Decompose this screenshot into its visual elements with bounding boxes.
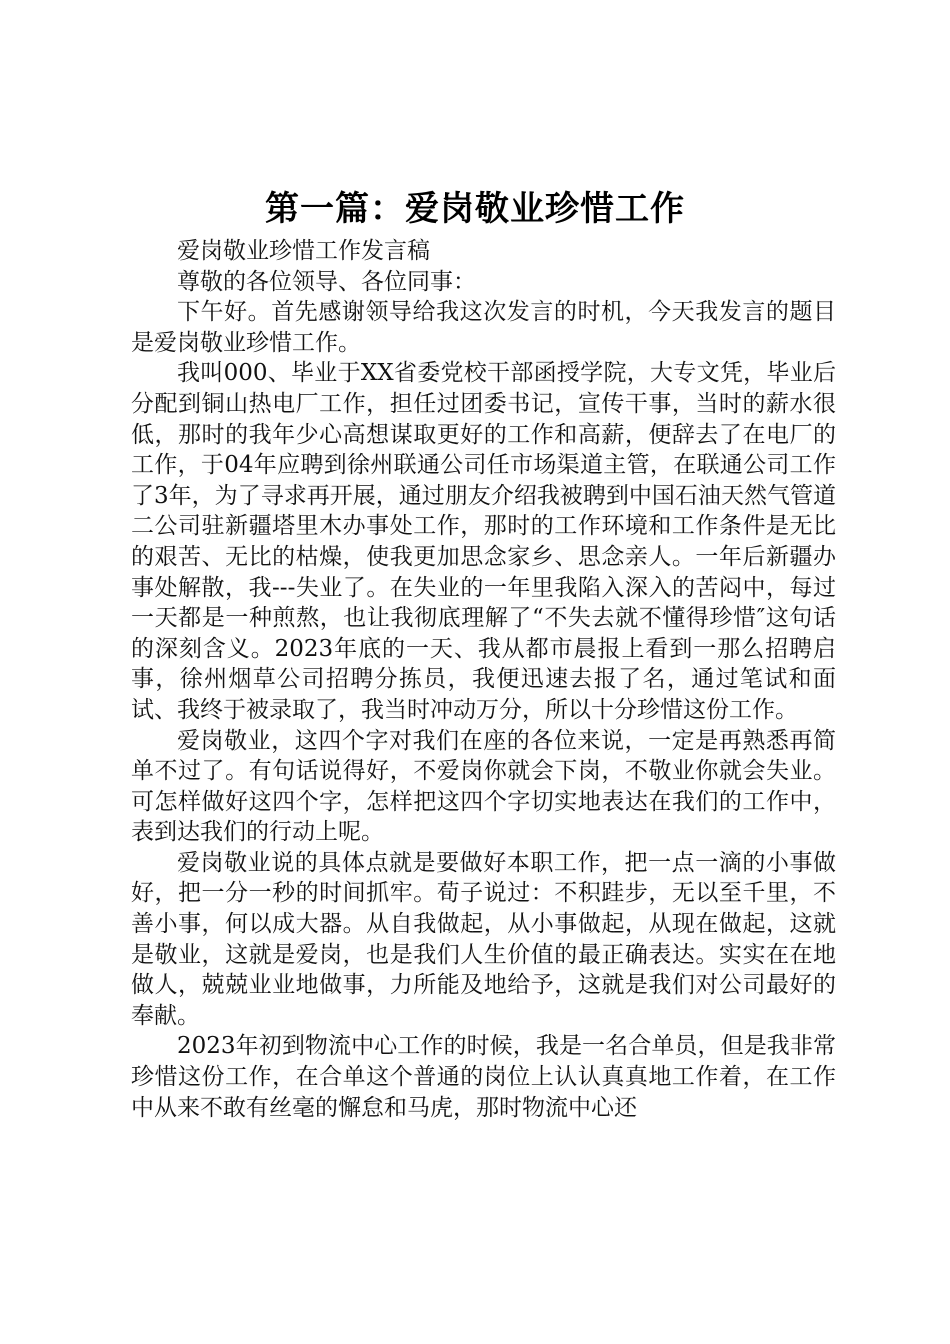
- paragraph-background: 我叫000、毕业于XX省委党校干部函授学院，大专文凭，毕业后分配到铜山热电厂工作，担任过团委书记，宣传干事，当时的薪水很低，那时的我年少心高想谋取更好的工作和高薪，便辞去了在电厂的工作，于04年应聘到徐州联通公司任市场渠道主管，在联通公司工作了3年，为了寻求再开展，通过朋友介绍我被聘到中国石油天然气管道二公司驻新疆塔里木办事处工作，那时的工作环境和工作条件是无比的艰苦、无比的枯燥，使我更加思念家乡、思念亲人。一年后新疆办事处解散，我---失业了。在失业的一年里我陷入深入的苦闷中，每过一天都是一种煎熬，也让我彻底理解了“不失去就不懂得珍惜″这句话的深刻含义。2023年底的一天、我从都市晨报上看到一那么招聘启事，徐州烟草公司招聘分拣员，我便迅速去报了名，通过笔试和面试、我终于被录取了，我当时冲动万分，所以十分珍惜这份工作。: [131, 360, 836, 723]
- paragraph-dedication-detail: 爱岗敬业说的具体点就是要做好本职工作，把一点一滴的小事做好，把一分一秒的时间抓牢。荀子说过：不积跬步，无以至千里，不善小事，何以成大器。从自我做起，从小事做起，从现在做起，这就是敬业，这就是爱岗，也是我们人生价值的最正确表达。实实在在地做人，兢兢业业地做事，力所能及地给予，这就是我们对公司最好的奉献。: [131, 849, 836, 1029]
- paragraph-logistics-work: 2023年初到物流中心工作的时候，我是一名合单员，但是我非常珍惜这份工作，在合单这个普通的岗位上认认真真地工作着，在工作中从来不敢有丝毫的懈怠和马虎，那时物流中心还: [131, 1033, 836, 1121]
- paragraph-speech-title: 爱岗敬业珍惜工作发言稿: [177, 238, 430, 264]
- paragraph-dedication-meaning: 爱岗敬业，这四个字对我们在座的各位来说，一定是再熟悉再简单不过了。有句话说得好，不爱岗你就会下岗，不敬业你就会失业。可怎样做好这四个字，怎样把这四个字切实地表达在我们的工作中，表到达我们的行动上呢。: [131, 727, 836, 846]
- document-body: [131, 236, 836, 1123]
- paragraph-salutation: 尊敬的各位领导、各位同事：: [177, 268, 476, 295]
- paragraph-greeting: 下午好。首先感谢领导给我这次发言的时机，今天我发言的题目是爱岗敬业珍惜工作。: [131, 299, 836, 356]
- document-title: 第一篇：爱岗敬业珍惜工作: [265, 189, 685, 229]
